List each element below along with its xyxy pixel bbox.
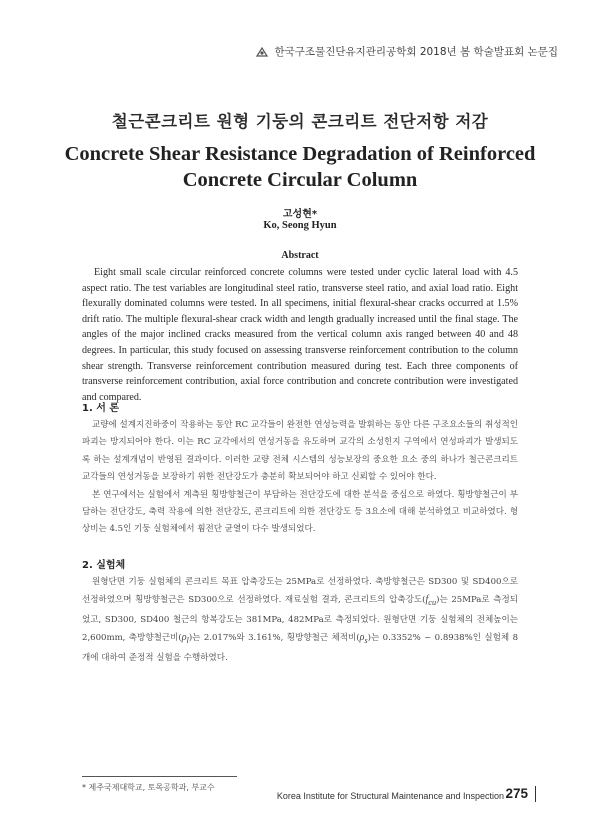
page-number: 275 (505, 786, 528, 801)
footnote: * 제주국제대학교, 토목공학과, 부교수 (82, 783, 215, 792)
symbol-rho-l-sub: l (186, 636, 189, 646)
journal-logo-icon (255, 46, 269, 58)
abstract-heading: Abstract (281, 250, 319, 261)
journal-name: 한국구조물진단유지관리공학회 2018년 봄 학술발표회 논문집 (274, 46, 558, 58)
footnote-divider (82, 776, 237, 777)
korean-title: 철근콘크리트 원형 기둥의 콘크리트 전단저항 저감 (111, 112, 489, 131)
section-2-body (82, 574, 518, 667)
author-korean: 고성현* (282, 209, 318, 220)
footer-institute: Korea Institute for Structural Maintenance and Inspection (276, 791, 504, 801)
symbol-rho-s (359, 632, 368, 646)
symbol-fcu-sub: cu (428, 598, 437, 608)
symbol-rho-s-main: ρ (359, 632, 365, 644)
section-2-text-a: 원형단면 기둥 실험체의 콘크리트 목표 압축강도는 25MPa로 선정하였다. 축방향철근은 SD300 및 SD400으로 선정하였으며 횡방향철근은 SD300으로 선정하였다. 재료실험 결과, 콘크리트의 압축강도( (82, 577, 518, 606)
english-title-line-1: Concrete Shear Resistance Degradation of Reinforced (64, 143, 536, 165)
section-1-body (82, 417, 518, 539)
symbol-rho-l (181, 632, 189, 646)
section-1-paragraph-1: 교량에 설계지진하중이 작용하는 동안 RC 교각들이 완전한 연성능력을 발휘하는 동안 다른 구조요소들의 취성적인 파괴는 방지되어야 한다. 이는 RC 교각에서의 연성거동을 유도하며 교각의 소성힌지 구역에서 연성파괴가 발생되도록 하는 설계개념이 반영된 결과이다. 이러한 교량 전체 시스템의 성능보장의 중요한 요소 중의 하나가 철근콘크리트 교각들의 연성거동을 보장하기 위한 전단강도가 충분히 확보되어야 하고 신뢰할 수 있어야 한다. (82, 420, 518, 483)
section-2-text-d: )는 0.3352% ~ 0.8938%인 실험체 8개에 대하여 준정적 실험을 수행하였다. (82, 633, 519, 663)
section-2-heading: 2. 실험체 (82, 560, 126, 571)
author-english: Ko, Seong Hyun (263, 220, 337, 231)
symbol-rho-s-sub: s (364, 636, 368, 646)
section-1-heading: 1. 서 론 (82, 403, 120, 414)
symbol-fcu-main: f (425, 594, 429, 606)
section-2-text-c: )는 2.017%와 3.161%, 횡방향철근 체적비( (188, 633, 360, 644)
section-2-paragraph (82, 574, 518, 667)
symbol-fcu (425, 594, 437, 608)
section-1-paragraph-2: 본 연구에서는 실험에서 계측된 횡방향철근이 부담하는 전단강도에 대한 분석을 중심으로 하였다. 횡방향철근이 부담하는 전단강도, 축력 작용에 의한 전단강도, 콘크리트에 의한 전단강도 등 3요소에 대해 분석하였고 비교하였다. 형상비는 4.5인 기둥 실험체에서 휨전단 균열이 다수 발생되었다. (82, 489, 518, 535)
symbol-rho-l-main: ρ (181, 632, 187, 644)
english-title (60, 141, 540, 193)
running-header (255, 44, 558, 59)
section-2-text-b: )는 25MPa로 측정되었고, SD300, SD400 철근의 항복강도는 381MPa, 482MPa로 측정되었다. 원형단면 기둥 실험체의 전체높이는 2,600mm, 축방향철근비( (82, 595, 518, 644)
abstract-body: Eight small scale circular reinforced concrete columns were tested under cyclic lateral load with 4.5 aspect ratio. The test variables are longitudinal steel ratio, transverse steel ratio, and axial load ratio. Eight flexurally dominated columns were tested. In all specimens, initial flexural-shear cracks occurred at 1.5% drift ratio. The multiple flexural-shear crack width and length gradually increased until the final stage. The angles of the major inclined cracks measured from the vertical column axis ranged between 40 and 48 degrees. In particular, this study focused on assessing transverse reinforcement contribution to the column shear strength. Transverse reinforcement contribution measured during test. Each three components of transverse reinforcement contribution, axial force contribution and concrete contribution were investigated and compared. (82, 267, 518, 403)
footer-divider (535, 786, 536, 802)
english-title-line-2: Concrete Circular Column (182, 169, 418, 191)
